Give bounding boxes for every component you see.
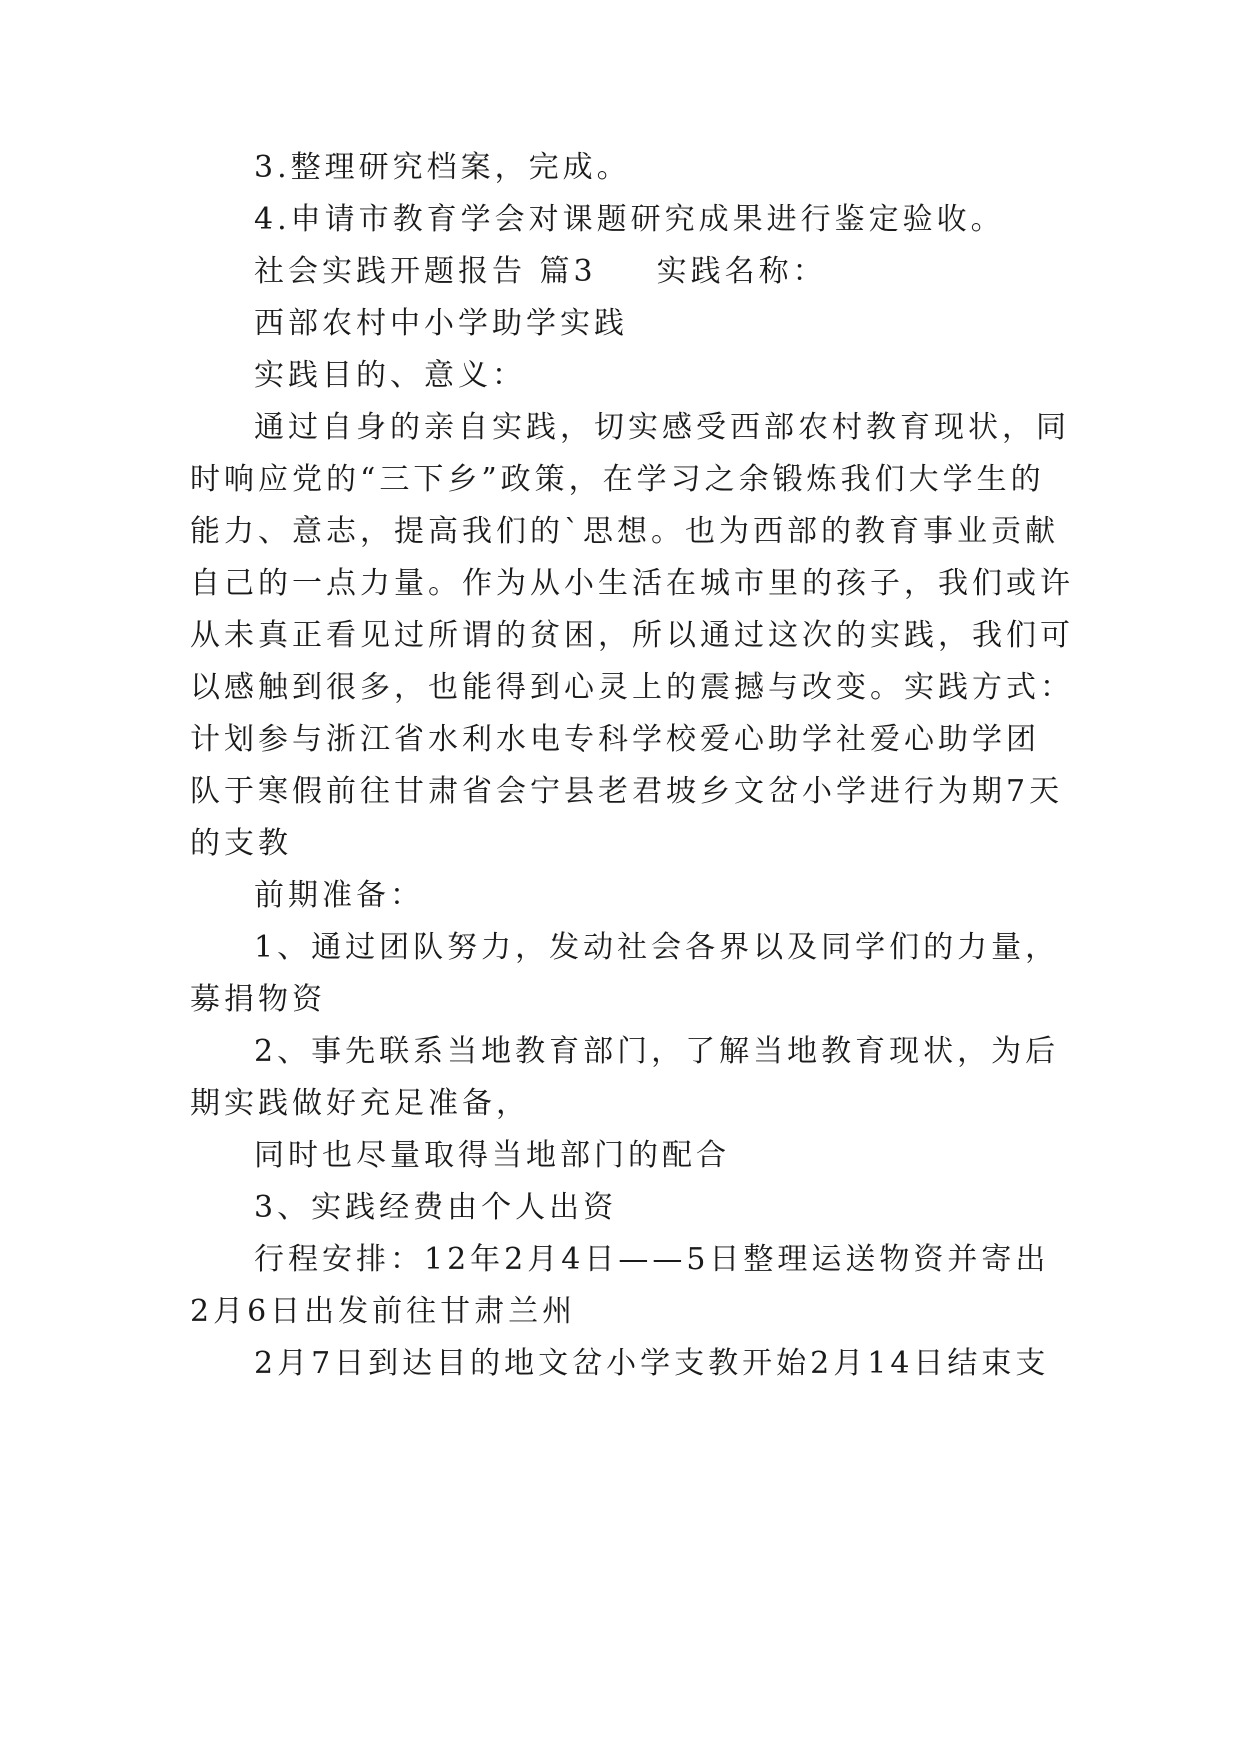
text-line: 2、事先联系当地教育部门，了解当地教育现状，为后 bbox=[254, 1034, 1060, 1069]
text-line: 西部农村中小学助学实践 bbox=[254, 306, 628, 341]
section-title: 社会实践开题报告 篇3 bbox=[254, 254, 597, 289]
practice-name-label: 实践名称： bbox=[656, 254, 827, 289]
text-line: 时响应党的“三下乡”政策，在学习之余锻炼我们大学生的 bbox=[190, 462, 1045, 497]
text-line: 3、实践经费由个人出资 bbox=[254, 1190, 618, 1225]
text-line: 3.整理研究档案，完成。 bbox=[254, 150, 631, 185]
text-line: 行程安排：12年2月4日——5日整理运送物资并寄出 bbox=[254, 1242, 1050, 1277]
text-line: 2月6日出发前往甘肃兰州 bbox=[190, 1294, 577, 1329]
text-line: 通过自身的亲自实践，切实感受西部农村教育现状，同 bbox=[254, 410, 1070, 445]
text-line: 实践目的、意义： bbox=[254, 358, 526, 393]
text-line: 以感触到很多，也能得到心灵上的震撼与改变。实践方式： bbox=[190, 670, 1074, 705]
section-heading-line bbox=[254, 252, 1134, 292]
text-line: 的支教 bbox=[190, 826, 292, 861]
text-line: 计划参与浙江省水利水电专科学校爱心助学社爱心助学团 bbox=[190, 722, 1040, 757]
text-line: 期实践做好充足准备， bbox=[190, 1086, 530, 1121]
text-line: 能力、意志，提高我们的`思想。也为西部的教育事业贡献 bbox=[190, 514, 1059, 549]
text-line: 募捐物资 bbox=[190, 982, 326, 1017]
text-line: 2月7日到达目的地文岔小学支教开始2月14日结束支 bbox=[254, 1346, 1050, 1381]
text-line: 队于寒假前往甘肃省会宁县老君坡乡文岔小学进行为期7天 bbox=[190, 774, 1064, 809]
text-line: 1、通过团队努力，发动社会各界以及同学们的力量， bbox=[254, 930, 1060, 965]
text-line: 自己的一点力量。作为从小生活在城市里的孩子，我们或许 bbox=[190, 566, 1074, 601]
text-line: 前期准备： bbox=[254, 878, 424, 913]
text-line: 同时也尽量取得当地部门的配合 bbox=[254, 1138, 730, 1173]
text-line: 从未真正看见过所谓的贫困，所以通过这次的实践，我们可 bbox=[190, 618, 1074, 653]
text-line: 4.申请市教育学会对课题研究成果进行鉴定验收。 bbox=[254, 202, 1005, 237]
